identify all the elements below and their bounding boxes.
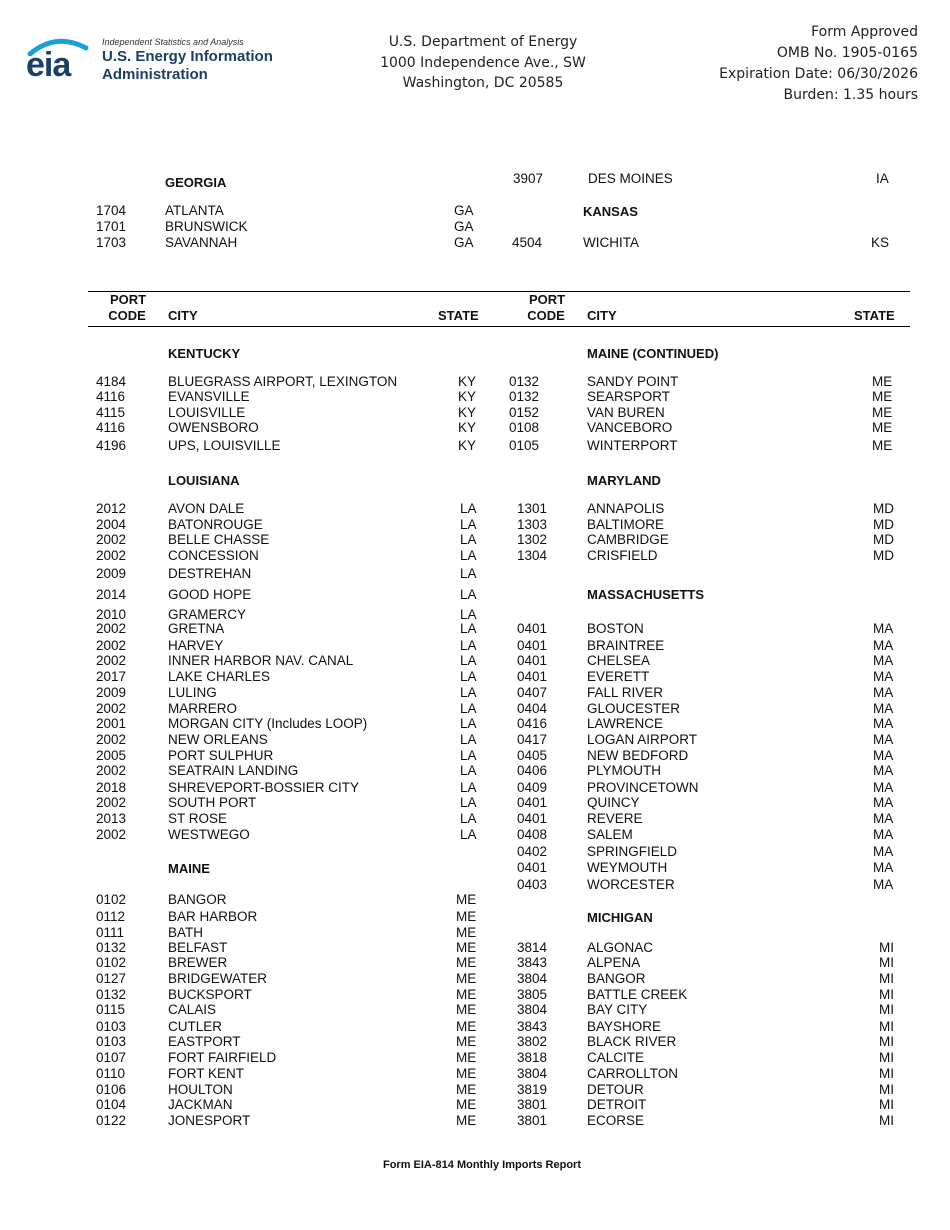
state: MA: [873, 827, 894, 842]
state: GA: [454, 235, 474, 250]
state: MA: [873, 844, 894, 859]
city: DETROIT: [587, 1097, 647, 1112]
state: ME: [872, 405, 893, 420]
state: MI: [879, 1097, 894, 1112]
city: BAR HARBOR: [168, 909, 258, 924]
port-code: 2002: [96, 732, 127, 747]
port-code: 0104: [96, 1097, 127, 1112]
city: PLYMOUTH: [587, 763, 662, 778]
city: BRAINTREE: [587, 638, 665, 653]
state: MI: [879, 1019, 894, 1034]
city: ATLANTA: [165, 203, 224, 218]
state: MI: [879, 971, 894, 986]
port-code: 0127: [96, 971, 127, 986]
port-code: 3802: [517, 1034, 548, 1049]
approval-line1: Form Approved: [811, 24, 918, 40]
port-code: 2001: [96, 716, 127, 731]
department-address: [340, 32, 626, 94]
port-code: 0401: [517, 795, 548, 810]
port-code: 4184: [96, 374, 127, 389]
state: ME: [456, 1066, 477, 1081]
section-louisiana: LOUISIANA: [168, 473, 240, 488]
port-code: 1302: [517, 532, 548, 547]
city: VANCEBORO: [587, 420, 673, 435]
column-header-port-code-right: [529, 292, 565, 324]
state: ME: [456, 1097, 477, 1112]
port-code: 0111: [96, 925, 125, 940]
city: DES MOINES: [588, 171, 673, 186]
port-code: 2002: [96, 763, 127, 778]
city: CUTLER: [168, 1019, 223, 1034]
port-code: 3801: [517, 1113, 548, 1128]
city: JACKMAN: [168, 1097, 233, 1112]
state: GA: [454, 203, 474, 218]
port-code: 3814: [517, 940, 548, 955]
port-code: 3801: [517, 1097, 548, 1112]
city: GRAMERCY: [168, 607, 247, 622]
state: ME: [456, 1082, 477, 1097]
city: SALEM: [587, 827, 633, 842]
city: LAWRENCE: [587, 716, 664, 731]
port-code: 2005: [96, 748, 127, 763]
code-label: CODE: [108, 308, 146, 323]
port-code: 0401: [517, 653, 548, 668]
city: MORGAN CITY (Includes LOOP): [168, 716, 368, 731]
port-code: 0408: [517, 827, 548, 842]
city: BRIDGEWATER: [168, 971, 268, 986]
port-code: 0122: [96, 1113, 127, 1128]
form-approval-block: [719, 22, 918, 106]
port-code: 0106: [96, 1082, 127, 1097]
port-code: 0103: [96, 1019, 127, 1034]
city: HARVEY: [168, 638, 224, 653]
page-footer: Form EIA-814 Monthly Imports Report: [382, 1159, 582, 1171]
city: BLACK RIVER: [587, 1034, 677, 1049]
port-code: 1301: [517, 501, 548, 516]
eia-logo: [26, 36, 296, 88]
city: WICHITA: [583, 235, 639, 250]
city: OWENSBORO: [168, 420, 259, 435]
state: LA: [460, 566, 477, 581]
column-header-state-right: STATE: [854, 308, 895, 323]
state: MA: [873, 780, 894, 795]
state: MA: [873, 763, 894, 778]
logo-name-line1: U.S. Energy Information: [102, 48, 273, 65]
port-code: 0401: [517, 638, 548, 653]
city: QUINCY: [587, 795, 640, 810]
header-bottom-rule: [88, 326, 910, 327]
port-code: 3843: [517, 955, 548, 970]
state: KS: [871, 235, 890, 250]
port-code: 3804: [517, 1002, 548, 1017]
city: WESTWEGO: [168, 827, 250, 842]
state: MA: [873, 877, 894, 892]
city: BAYSHORE: [587, 1019, 662, 1034]
port-code: 0102: [96, 955, 127, 970]
port-code: 0405: [517, 748, 548, 763]
port-code: 2002: [96, 548, 127, 563]
city: BELLE CHASSE: [168, 532, 270, 547]
port-code: 3804: [517, 971, 548, 986]
city: ALPENA: [587, 955, 641, 970]
state: MI: [879, 1002, 894, 1017]
port-code: 0404: [517, 701, 548, 716]
logo-name-line2: Administration: [102, 66, 208, 83]
state: LA: [460, 716, 477, 731]
state: KY: [458, 389, 477, 404]
city: CALAIS: [168, 1002, 217, 1017]
state: MA: [873, 716, 894, 731]
state: MI: [879, 1082, 894, 1097]
port-code: 2002: [96, 653, 127, 668]
port-code: 0132: [509, 374, 540, 389]
port-code: 2004: [96, 517, 127, 532]
state: LA: [460, 501, 477, 516]
port-code: 3907: [513, 171, 544, 186]
state: MA: [873, 732, 894, 747]
port-code: 2002: [96, 795, 127, 810]
port-code: 0132: [509, 389, 540, 404]
port-code: 2002: [96, 701, 127, 716]
city: ECORSE: [587, 1113, 645, 1128]
city: HOULTON: [168, 1082, 233, 1097]
city: SEATRAIN LANDING: [168, 763, 299, 778]
city: AVON DALE: [168, 501, 245, 516]
port-code: 1701: [96, 219, 127, 234]
state: MA: [873, 653, 894, 668]
port-code: 0115: [96, 1002, 126, 1017]
state: MI: [879, 1066, 894, 1081]
port-code: 0132: [96, 987, 127, 1002]
state: MA: [873, 701, 894, 716]
port-code: 2010: [96, 607, 127, 622]
city: BAY CITY: [587, 1002, 648, 1017]
state: ME: [456, 909, 477, 924]
city: CAMBRIDGE: [587, 532, 669, 547]
city: BUCKSPORT: [168, 987, 252, 1002]
state: MA: [873, 748, 894, 763]
port-label: PORT: [529, 292, 566, 307]
port-code: 0102: [96, 892, 127, 907]
state: LA: [460, 732, 477, 747]
port-code: 2013: [96, 811, 127, 826]
state: LA: [460, 653, 477, 668]
city: BLUEGRASS AIRPORT, LEXINGTON: [168, 374, 398, 389]
state: MI: [879, 955, 894, 970]
column-header-city-right: CITY: [587, 308, 617, 323]
state: LA: [460, 763, 477, 778]
city: INNER HARBOR NAV. CANAL: [168, 653, 354, 668]
port-code: 1304: [517, 548, 548, 563]
state: LA: [460, 827, 477, 842]
city: FORT FAIRFIELD: [168, 1050, 277, 1065]
city: GRETNA: [168, 621, 225, 636]
logo-tagline: Independent Statistics and Analysis: [102, 37, 244, 47]
city: ANNAPOLIS: [587, 501, 665, 516]
port-code: 0407: [517, 685, 548, 700]
state: LA: [460, 532, 477, 547]
state: ME: [456, 1050, 477, 1065]
port-code: 2017: [96, 669, 127, 684]
state: IA: [876, 171, 889, 186]
city: FALL RIVER: [587, 685, 664, 700]
port-code: 0402: [517, 844, 548, 859]
port-code: 2002: [96, 621, 127, 636]
city: BRUNSWICK: [165, 219, 248, 234]
city: WORCESTER: [587, 877, 675, 892]
city: LAKE CHARLES: [168, 669, 271, 684]
state: LA: [460, 795, 477, 810]
state: MA: [873, 860, 894, 875]
port-code: 0152: [509, 405, 540, 420]
section-massachusetts: MASSACHUSETTS: [587, 587, 705, 602]
state: ME: [456, 925, 477, 940]
city: EVANSVILLE: [168, 389, 250, 404]
state: MD: [873, 517, 894, 532]
port-code: 0105: [509, 438, 540, 453]
dept-line1: U.S. Department of Energy: [388, 34, 578, 50]
port-code: 0401: [517, 860, 548, 875]
state: KY: [458, 420, 477, 435]
state: LA: [460, 587, 477, 602]
city: BELFAST: [168, 940, 228, 955]
state: MI: [879, 987, 894, 1002]
logo-mark: eia: [26, 46, 71, 84]
city: FORT KENT: [168, 1066, 245, 1081]
approval-line2: OMB No. 1905-0165: [776, 45, 918, 61]
state: ME: [456, 987, 477, 1002]
city: GLOUCESTER: [587, 701, 681, 716]
section-maine-continued: MAINE (CONTINUED): [587, 346, 719, 361]
port-code: 2018: [96, 780, 127, 795]
city: CALCITE: [587, 1050, 645, 1065]
state: ME: [456, 1113, 477, 1128]
port-code: 0409: [517, 780, 548, 795]
port-code: 3805: [517, 987, 548, 1002]
port-code: 3843: [517, 1019, 548, 1034]
state: MA: [873, 811, 894, 826]
state: ME: [456, 955, 477, 970]
city: BANGOR: [168, 892, 227, 907]
city: MARRERO: [168, 701, 238, 716]
state: ME: [456, 1019, 477, 1034]
port-code: 2009: [96, 685, 127, 700]
city: LOGAN AIRPORT: [587, 732, 698, 747]
state: ME: [872, 389, 893, 404]
state: KY: [458, 374, 477, 389]
state: MI: [879, 1034, 894, 1049]
port-code: 0103: [96, 1034, 127, 1049]
state: MD: [873, 501, 894, 516]
city: REVERE: [587, 811, 643, 826]
state: LA: [460, 701, 477, 716]
city: SEARSPORT: [587, 389, 671, 404]
section-michigan: MICHIGAN: [587, 910, 653, 925]
port-code: 1303: [517, 517, 548, 532]
city: SPRINGFIELD: [587, 844, 678, 859]
state: MI: [879, 1050, 894, 1065]
state: LA: [460, 548, 477, 563]
city: LULING: [168, 685, 217, 700]
code-label: CODE: [527, 308, 565, 323]
port-code: 2012: [96, 501, 127, 516]
city: PROVINCETOWN: [587, 780, 699, 795]
port-code: 0112: [96, 909, 126, 924]
port-code: 0417: [517, 732, 548, 747]
city: BREWER: [168, 955, 228, 970]
city: BATONROUGE: [168, 517, 263, 532]
city: LOUISVILLE: [168, 405, 246, 420]
state: ME: [456, 1002, 477, 1017]
section-georgia: GEORGIA: [165, 175, 227, 190]
state: KY: [458, 438, 477, 453]
state: ME: [456, 940, 477, 955]
column-header-state: STATE: [438, 308, 479, 323]
state: LA: [460, 748, 477, 763]
city: BOSTON: [587, 621, 644, 636]
state: MD: [873, 548, 894, 563]
port-code: 4116: [96, 389, 126, 404]
port-code: 0108: [509, 420, 540, 435]
dept-line2: 1000 Independence Ave., SW: [380, 54, 586, 71]
state: MI: [879, 940, 894, 955]
city: EASTPORT: [168, 1034, 241, 1049]
city: CONCESSION: [168, 548, 259, 563]
city: WEYMOUTH: [587, 860, 668, 875]
state: LA: [460, 780, 477, 795]
port-code: 0401: [517, 669, 548, 684]
state: LA: [460, 621, 477, 636]
approval-line3: Expiration Date: 06/30/2026: [719, 66, 918, 82]
port-code: 0401: [517, 621, 548, 636]
port-code: 0401: [517, 811, 548, 826]
port-code: 4196: [96, 438, 127, 453]
section-maryland: MARYLAND: [587, 473, 661, 488]
city: SHREVEPORT-BOSSIER CITY: [168, 780, 360, 795]
state: ME: [456, 971, 477, 986]
port-code: 0107: [96, 1050, 127, 1065]
city: JONESPORT: [168, 1113, 251, 1128]
state: LA: [460, 811, 477, 826]
port-label: PORT: [110, 292, 147, 307]
city: WINTERPORT: [587, 438, 678, 453]
city: SANDY POINT: [587, 374, 679, 389]
state: MD: [873, 532, 894, 547]
city: DESTREHAN: [168, 566, 252, 581]
port-code: 3804: [517, 1066, 548, 1081]
port-code: 2009: [96, 566, 127, 581]
city: DETOUR: [587, 1082, 644, 1097]
state: KY: [458, 405, 477, 420]
city: ALGONAC: [587, 940, 654, 955]
city: CARROLLTON: [587, 1066, 679, 1081]
port-code: 2014: [96, 587, 127, 602]
city: SOUTH PORT: [168, 795, 257, 810]
state: ME: [872, 420, 893, 435]
port-code: 4115: [96, 405, 126, 420]
state: GA: [454, 219, 474, 234]
port-code: 3818: [517, 1050, 548, 1065]
port-code: 4504: [512, 235, 543, 250]
state: LA: [460, 685, 477, 700]
port-code: 0110: [96, 1066, 126, 1081]
state: MA: [873, 638, 894, 653]
section-kentucky: KENTUCKY: [168, 346, 241, 361]
section-kansas: KANSAS: [583, 204, 638, 219]
state: MA: [873, 669, 894, 684]
city: ST ROSE: [168, 811, 228, 826]
city: NEW ORLEANS: [168, 732, 268, 747]
city: NEW BEDFORD: [587, 748, 689, 763]
port-code: 1704: [96, 203, 127, 218]
state: LA: [460, 517, 477, 532]
port-code: 0132: [96, 940, 127, 955]
port-code: 4116: [96, 420, 126, 435]
column-header-city: CITY: [168, 308, 198, 323]
column-header-port-code: [110, 292, 146, 324]
port-code: 0406: [517, 763, 548, 778]
city: UPS, LOUISVILLE: [168, 438, 281, 453]
port-code: 2002: [96, 532, 127, 547]
dept-line3: Washington, DC 20585: [402, 75, 564, 91]
state: LA: [460, 638, 477, 653]
city: EVERETT: [587, 669, 650, 684]
state: ME: [872, 374, 893, 389]
state: MA: [873, 621, 894, 636]
state: ME: [456, 1034, 477, 1049]
state: MA: [873, 685, 894, 700]
approval-line4: Burden: 1.35 hours: [783, 87, 918, 103]
port-code: 2002: [96, 827, 127, 842]
state: ME: [456, 892, 477, 907]
city: BALTIMORE: [587, 517, 665, 532]
port-code: 2002: [96, 638, 127, 653]
city: GOOD HOPE: [168, 587, 252, 602]
port-code: 0403: [517, 877, 548, 892]
state: MA: [873, 795, 894, 810]
city: CRISFIELD: [587, 548, 658, 563]
city: CHELSEA: [587, 653, 651, 668]
city: VAN BUREN: [587, 405, 665, 420]
city: BATTLE CREEK: [587, 987, 688, 1002]
city: SAVANNAH: [165, 235, 238, 250]
port-code: 0416: [517, 716, 548, 731]
header-top-rule: [88, 291, 910, 292]
state: LA: [460, 607, 477, 622]
state: LA: [460, 669, 477, 684]
state: MI: [879, 1113, 894, 1128]
port-code: 3819: [517, 1082, 548, 1097]
city: BATH: [168, 925, 204, 940]
section-maine: MAINE: [168, 861, 210, 876]
state: ME: [872, 438, 893, 453]
city: BANGOR: [587, 971, 646, 986]
port-code: 1703: [96, 235, 127, 250]
city: PORT SULPHUR: [168, 748, 274, 763]
